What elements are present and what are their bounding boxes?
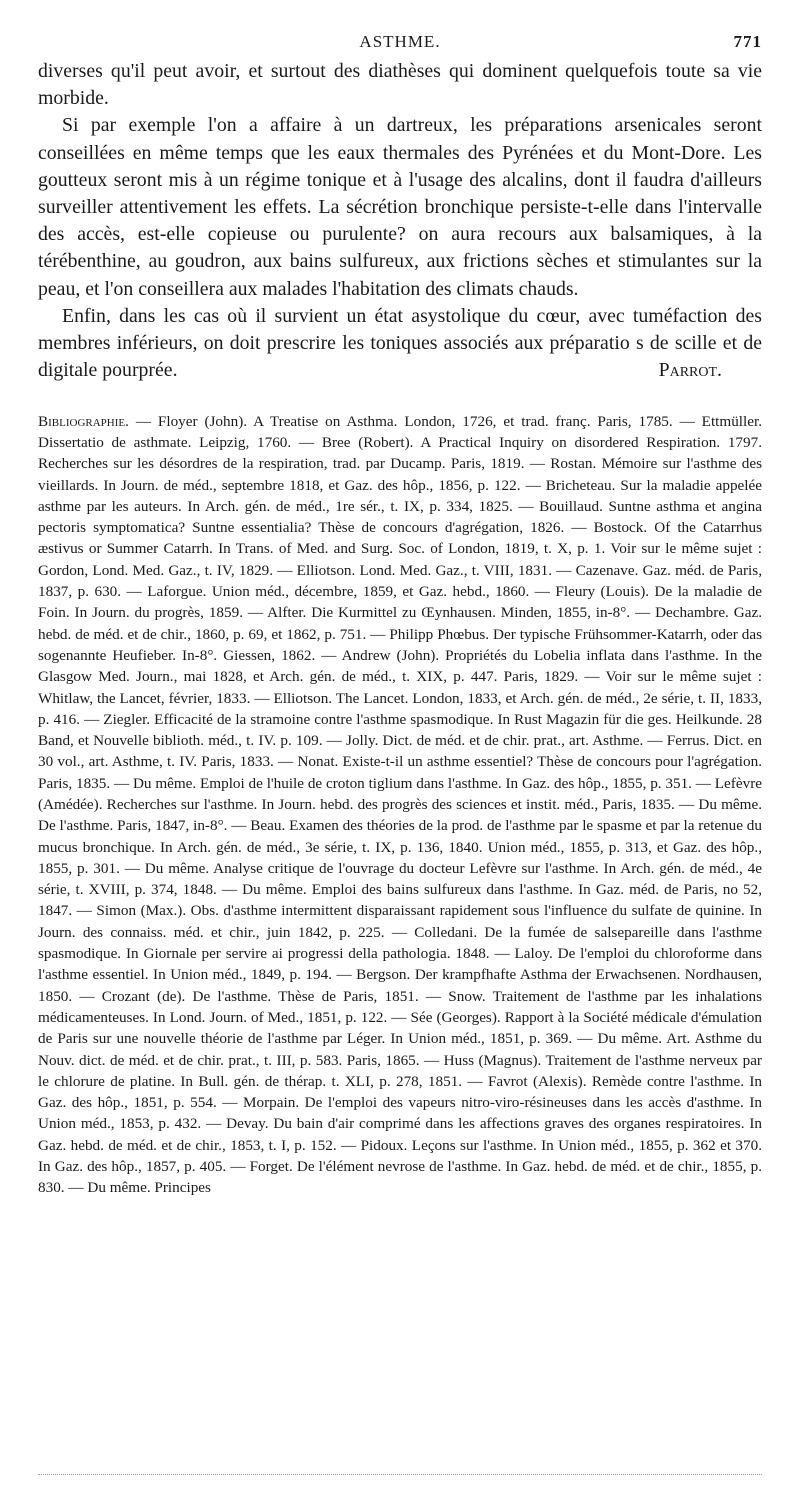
paragraph-treatment: Si par exemple l'on a affaire à un dartreux, les préparations arsenicales seront conseillées en même temps que les eaux thermales des Pyrénées et du Mont-Dore. Les goutteux seront mis à un régime tonique et à l'usage des alcalins, dont il faudra d'ailleurs surveiller attentivement les effets. La sécrétion bronchique persiste-t-elle dans l'intervalle des accès, est-elle copieuse ou purulente? on aura recours aux balsamiques, à la térébenthine, au goudron, aux bains sulfureux, aux frictions sèches et stimulantes sur la peau, et l'on conseillera aux malades l'habitation des climats chauds.: [38, 114, 762, 300]
paragraph-asystole: Enfin, dans les cas où il survient un état asystolique du cœur, avec tuméfaction des membres inférieurs, on doit prescrire les toniques associés aux préparatio s de scille et de digitale pourprée.: [38, 304, 762, 382]
footer-rule: [38, 1474, 762, 1475]
running-title: ASTHME.: [359, 32, 441, 51]
main-text: [38, 58, 762, 385]
paragraph-continuation: diverses qu'il peut avoir, et surtout des diathèses qui dominent quelquefois toute sa vie morbide.: [38, 60, 762, 110]
bibliography-text: — Floyer (John). A Treatise on Asthma. London, 1726, et trad. franç. Paris, 1785. — Ettmüller. Dissertatio de asthmate. Leipzig, 1760. — Bree (Robert). A Practical Inquiry on disordered Respiration. 1797. Recherches sur les désordres de la respiration, trad. par Ducamp. Paris, 1819. — Rostan. Mémoire sur l'asthme des vieillards. In Journ. de méd., septembre 1818, et Gaz. des hôp., 1856, p. 122. — Bricheteau. Sur la maladie appelée asthme par les auteurs. In Arch. gén. de méd., 1re sér., t. IX, p. 334, 1825. — Bouillaud. Suntne asthma et angina pectoris symptomatica? Suntne essentialia? Thèse de concours d'agrégation, 1826. — Bostock. Of the Catarrhus æstivus or Summer Catarrh. In Trans. of Med. and Surg. Soc. of London, 1819, t. X, p. 1. Voir sur le même sujet : Gordon, Lond. Med. Gaz., t. IV, 1829. — Elliotson. Lond. Med. Gaz., t. VIII, 1831. — Cazenave. Gaz. méd. de Paris, 1837, p. 630. — Laforgue. Union méd., décembre, 1859, et Gaz. hebd., 1860. — Fleury (Louis). De la maladie de Foin. In Journ. du progrès, 1859. — Alfter. Die Kurmittel zu Œynhausen. Minden, 1855, in-8°. — Dechambre. Gaz. hebd. de méd. et de chir., 1860, p. 69, et 1862, p. 751. — Philipp Phœbus. Der typische Frühsommer-Katarrh, oder das sogenannte Heufieber. In-8°. Giessen, 1862. — Andrew (John). Propriétés du Lobelia inflata dans l'asthme. In the Glasgow Med. Journ., mai 1828, et Arch. gén. de méd., t. XIX, p. 447. Paris, 1829. — Voir sur le même sujet : Whitlaw, the Lancet, février, 1833. — Elliotson. The Lancet. London, 1833, et Arch. gén. de méd., 2e série, t. II, 1833, p. 416. — Ziegler. Efficacité de la stramoine contre l'asthme spasmodique. In Rust Magazin für die ges. Heilkunde. 28 Band, et Nouvelle biblioth. méd., t. IV. p. 109. — Jolly. Dict. de méd. et de chir. prat., art. Asthme. — Ferrus. Dict. en 30 vol., art. Asthme, t. IV. Paris, 1833. — Nonat. Existe-t-il un asthme essentiel? Thèse de concours pour l'agrégation. Paris, 1835. — Du même. Emploi de l'huile de croton tiglium dans l'asthme. In Gaz. des hôp., 1855, p. 351. — Lefèvre (Amédée). Recherches sur l'asthme. In Journ. hebd. des progrès des sciences et instit. méd., Paris, 1835. — Du même. De l'asthme. Paris, 1847, in-8°. — Beau. Examen des théories de la prod. de l'asthme par le spasme et par la retenue du mucus bronchique. In Arch. gén. de méd., 3e série, t. IX, p. 136, 1840. Union méd., 1855, p. 313, et Gaz. des hôp., 1855, p. 301. — Du même. Analyse critique de l'ouvrage du docteur Lefèvre sur l'asthme. In Arch. gén. de méd., 4e série, t. XVIII, p. 374, 1848. — Du même. Emploi des bains sulfureux dans l'asthme. In Gaz. méd. de Paris, no 52, 1847. — Simon (Max.). Obs. d'asthme intermittent disparaissant rapidement sous l'influence du sulfate de quinine. In Journ. des connaiss. méd. et chir., juin 1842, p. 225. — Colledani. De la fumée de salsepareille dans l'asthme spasmodique. In Giornale per servire ai progressi della pathologia. 1848. — Laloy. De l'emploi du chloroforme dans l'asthme essentiel. In Union méd., 1849, p. 194. — Bergson. Der krampfhafte Asthma der Erwachsenen. Nordhausen, 1850. — Crozant (de). De l'asthme. Thèse de Paris, 1851. — Snow. Traitement de l'asthme par les inhalations médicamenteuses. In Lond. Journ. of Med., 1851, p. 122. — Sée (Georges). Rapport à la Société médicale d'émulation de Paris sur une nouvelle théorie de l'asthme par Léger. In Union méd., 1851, p. 369. — Du même. Art. Asthme du Nouv. dict. de méd. et de chir. prat., t. III, p. 583. Paris, 1865. — Huss (Magnus). Traitement de l'asthme nerveux par le chlorure de platine. In Bull. gén. de thérap. t. XLI, p. 278, 1851. — Favrot (Alexis). Remède contre l'asthme. In Gaz. des hôp., 1851, p. 554. — Morpain. De l'emploi des vapeurs nitro-viro-résineuses dans les accès d'asthme. In Union méd., 1853, p. 432. — Devay. Du bain d'air comprimé dans les affections graves des organes respiratoires. In Gaz. hebd. de méd. et de chir., 1853, t. I, p. 152. — Pidoux. Leçons sur l'asthme. In Union méd., 1855, p. 362 et 370. In Gaz. des hôp., 1857, p. 405. — Forget. De l'élément nevrose de l'asthme. In Gaz. hebd. de méd. et de chir., 1855, p. 830. — Du même. Principes: [38, 412, 762, 1197]
bibliography: [38, 411, 762, 1199]
author-signature: Parrot.: [658, 359, 722, 382]
bibliography-heading: Bibliographie.: [38, 412, 129, 430]
page-number: 771: [733, 32, 762, 51]
running-head: [38, 28, 762, 60]
